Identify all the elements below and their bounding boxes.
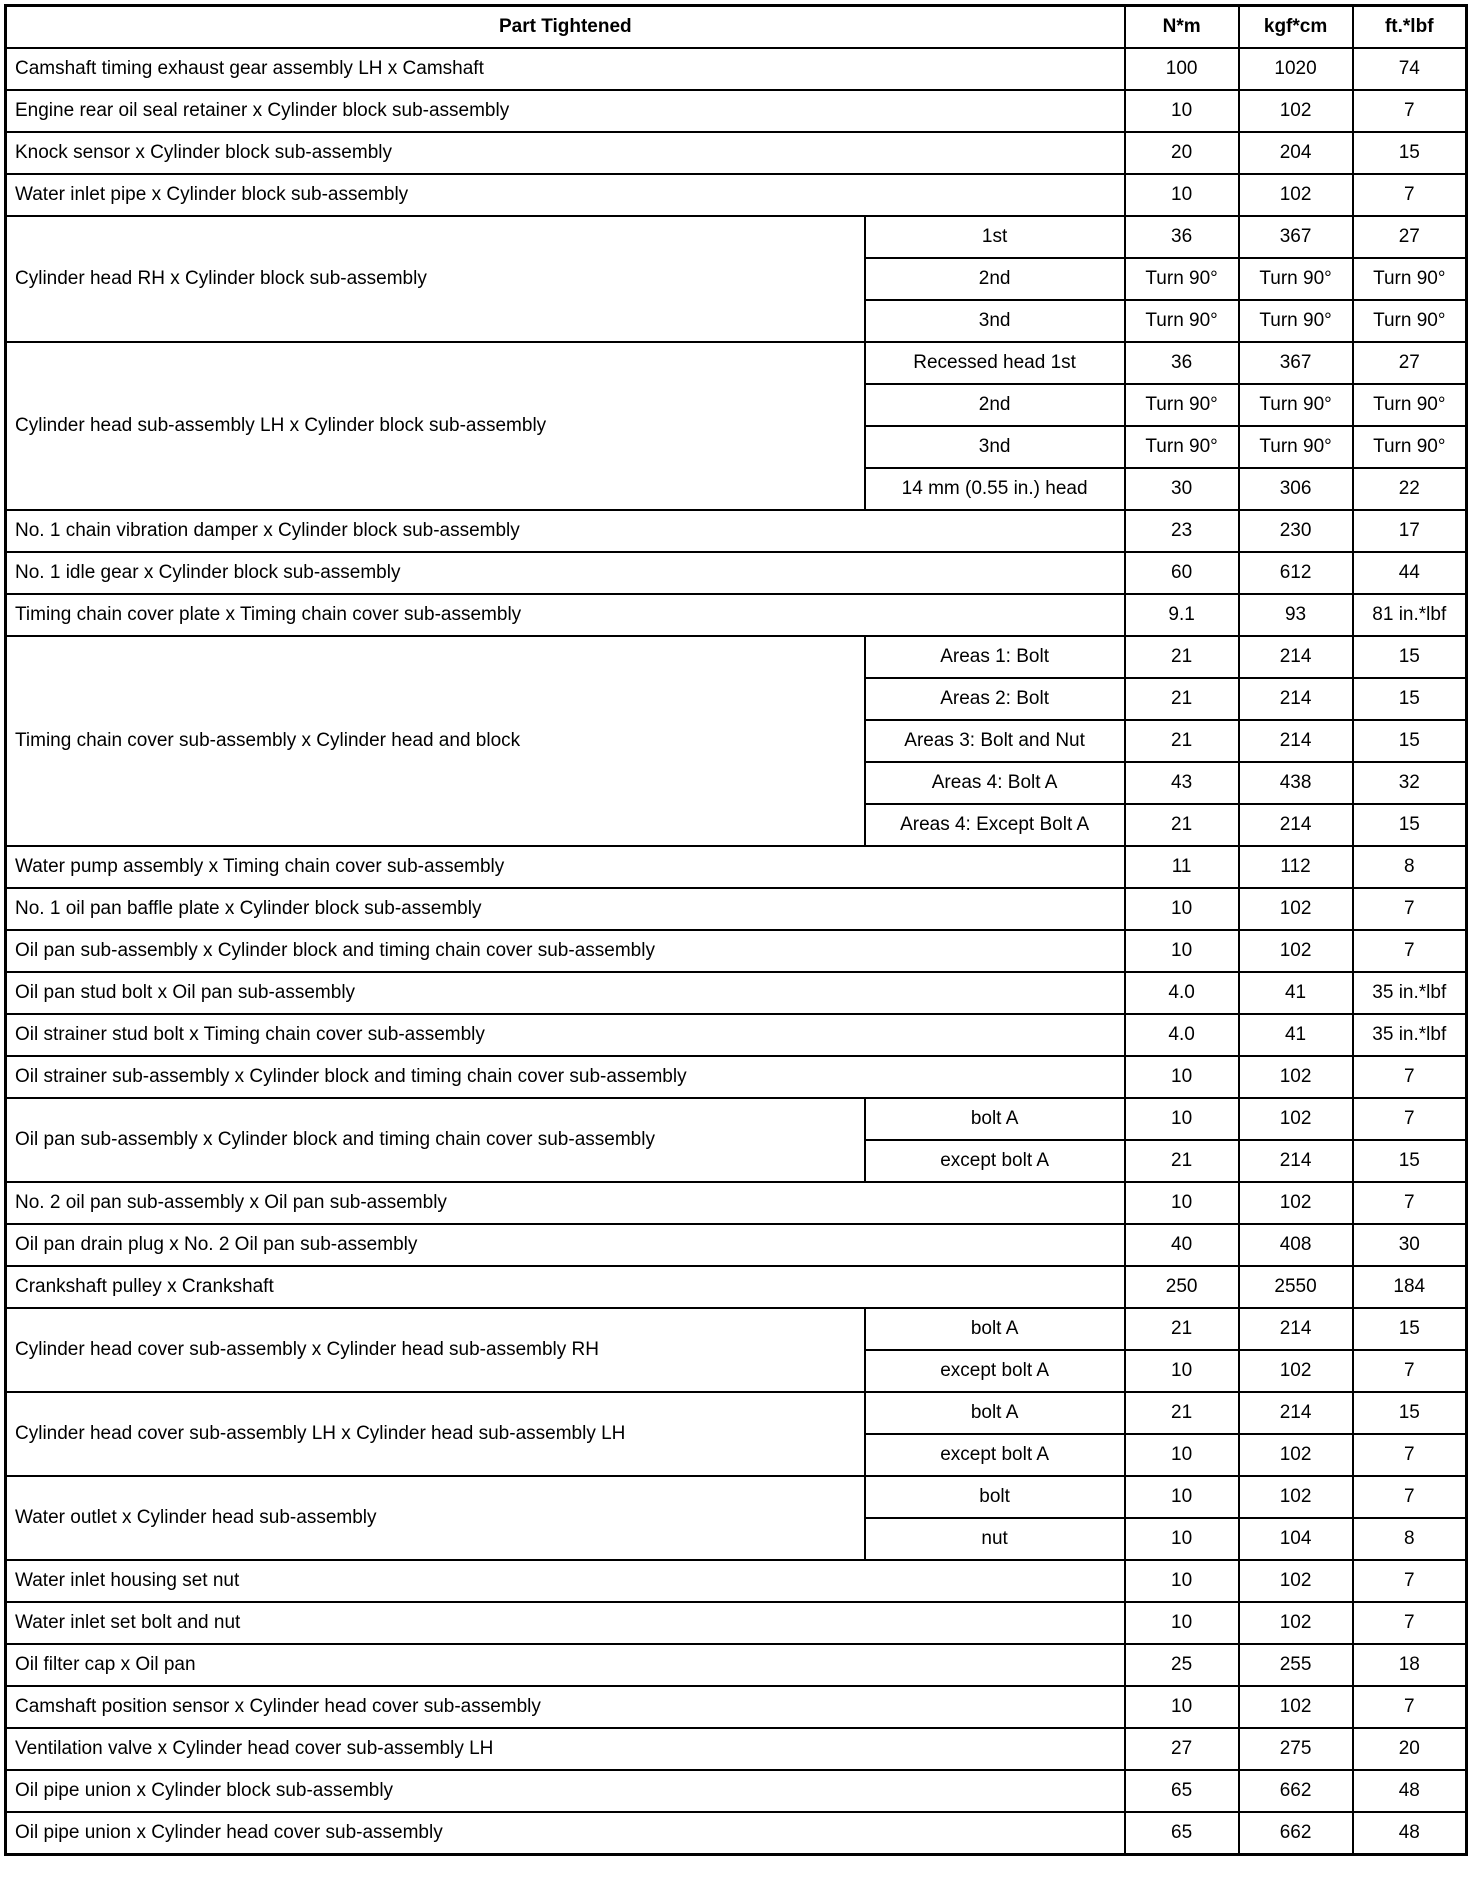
sub-part-cell: 3nd — [865, 426, 1125, 468]
torque-table-body — [6, 48, 1467, 1855]
torque-kgfcm-cell: 255 — [1239, 1644, 1353, 1686]
torque-ftlbf-cell: 7 — [1353, 888, 1467, 930]
torque-nm-cell: 10 — [1125, 1560, 1239, 1602]
part-name-cell: Oil pipe union x Cylinder head cover sub-assembly — [6, 1812, 1125, 1855]
torque-ftlbf-cell: 7 — [1353, 1686, 1467, 1728]
part-name-cell: Oil pan stud bolt x Oil pan sub-assembly — [6, 972, 1125, 1014]
torque-ftlbf-cell: 15 — [1353, 678, 1467, 720]
part-name-cell: Oil pan sub-assembly x Cylinder block and timing chain cover sub-assembly — [6, 930, 1125, 972]
torque-nm-cell: 10 — [1125, 1056, 1239, 1098]
torque-ftlbf-cell: 7 — [1353, 174, 1467, 216]
table-row — [6, 174, 1467, 216]
torque-kgfcm-cell: 93 — [1239, 594, 1353, 636]
column-header-part-tightened: Part Tightened — [6, 6, 1125, 49]
table-row — [6, 1014, 1467, 1056]
torque-ftlbf-cell: 15 — [1353, 636, 1467, 678]
torque-nm-cell: 21 — [1125, 720, 1239, 762]
torque-nm-cell: 11 — [1125, 846, 1239, 888]
header-row — [6, 6, 1467, 49]
torque-nm-cell: 10 — [1125, 1476, 1239, 1518]
table-row — [6, 1812, 1467, 1855]
table-row — [6, 1476, 1467, 1518]
sub-part-cell: 14 mm (0.55 in.) head — [865, 468, 1125, 510]
torque-ftlbf-cell: 8 — [1353, 1518, 1467, 1560]
torque-nm-cell: Turn 90° — [1125, 300, 1239, 342]
part-name-cell: Oil strainer stud bolt x Timing chain cover sub-assembly — [6, 1014, 1125, 1056]
part-name-cell: Cylinder head sub-assembly LH x Cylinder block sub-assembly — [6, 342, 865, 510]
table-row — [6, 552, 1467, 594]
sub-part-cell: except bolt A — [865, 1140, 1125, 1182]
sub-part-cell: 3nd — [865, 300, 1125, 342]
torque-ftlbf-cell: 27 — [1353, 342, 1467, 384]
torque-ftlbf-cell: 7 — [1353, 90, 1467, 132]
torque-kgfcm-cell: Turn 90° — [1239, 258, 1353, 300]
table-row — [6, 1770, 1467, 1812]
torque-kgfcm-cell: 306 — [1239, 468, 1353, 510]
torque-kgfcm-cell: Turn 90° — [1239, 384, 1353, 426]
column-header-kgfcm: kgf*cm — [1239, 6, 1353, 49]
torque-ftlbf-cell: 15 — [1353, 132, 1467, 174]
table-row — [6, 132, 1467, 174]
torque-kgfcm-cell: 102 — [1239, 1098, 1353, 1140]
column-header-nm: N*m — [1125, 6, 1239, 49]
part-name-cell: Oil pipe union x Cylinder block sub-assembly — [6, 1770, 1125, 1812]
part-name-cell: Crankshaft pulley x Crankshaft — [6, 1266, 1125, 1308]
torque-nm-cell: 21 — [1125, 1392, 1239, 1434]
torque-kgfcm-cell: 214 — [1239, 1140, 1353, 1182]
column-header-ftlbf: ft.*lbf — [1353, 6, 1467, 49]
torque-ftlbf-cell: 48 — [1353, 1812, 1467, 1855]
torque-ftlbf-cell: 22 — [1353, 468, 1467, 510]
table-row — [6, 1686, 1467, 1728]
torque-ftlbf-cell: 20 — [1353, 1728, 1467, 1770]
torque-kgfcm-cell: 102 — [1239, 90, 1353, 132]
table-row — [6, 1308, 1467, 1350]
torque-ftlbf-cell: Turn 90° — [1353, 300, 1467, 342]
sub-part-cell: 2nd — [865, 258, 1125, 300]
table-row — [6, 1602, 1467, 1644]
torque-kgfcm-cell: 102 — [1239, 1182, 1353, 1224]
torque-ftlbf-cell: 35 in.*lbf — [1353, 972, 1467, 1014]
torque-nm-cell: 250 — [1125, 1266, 1239, 1308]
part-name-cell: Timing chain cover plate x Timing chain cover sub-assembly — [6, 594, 1125, 636]
torque-kgfcm-cell: 41 — [1239, 1014, 1353, 1056]
torque-nm-cell: Turn 90° — [1125, 426, 1239, 468]
torque-kgfcm-cell: 102 — [1239, 1686, 1353, 1728]
sub-part-cell: bolt A — [865, 1308, 1125, 1350]
part-name-cell: Oil strainer sub-assembly x Cylinder block and timing chain cover sub-assembly — [6, 1056, 1125, 1098]
torque-nm-cell: 21 — [1125, 1308, 1239, 1350]
torque-kgfcm-cell: 612 — [1239, 552, 1353, 594]
torque-nm-cell: 20 — [1125, 132, 1239, 174]
torque-kgfcm-cell: 408 — [1239, 1224, 1353, 1266]
torque-ftlbf-cell: 15 — [1353, 720, 1467, 762]
part-name-cell: Oil pan drain plug x No. 2 Oil pan sub-assembly — [6, 1224, 1125, 1266]
torque-nm-cell: 30 — [1125, 468, 1239, 510]
torque-nm-cell: 60 — [1125, 552, 1239, 594]
torque-ftlbf-cell: 8 — [1353, 846, 1467, 888]
part-name-cell: No. 1 chain vibration damper x Cylinder block sub-assembly — [6, 510, 1125, 552]
table-row — [6, 1182, 1467, 1224]
part-name-cell: Water inlet housing set nut — [6, 1560, 1125, 1602]
torque-ftlbf-cell: 7 — [1353, 1182, 1467, 1224]
torque-ftlbf-cell: Turn 90° — [1353, 426, 1467, 468]
torque-kgfcm-cell: 214 — [1239, 1392, 1353, 1434]
torque-spec-table — [4, 4, 1468, 1856]
sub-part-cell: bolt A — [865, 1392, 1125, 1434]
part-name-cell: Cylinder head cover sub-assembly LH x Cylinder head sub-assembly LH — [6, 1392, 865, 1476]
torque-ftlbf-cell: Turn 90° — [1353, 258, 1467, 300]
torque-ftlbf-cell: 48 — [1353, 1770, 1467, 1812]
torque-nm-cell: 36 — [1125, 216, 1239, 258]
part-name-cell: No. 2 oil pan sub-assembly x Oil pan sub-assembly — [6, 1182, 1125, 1224]
table-row — [6, 1392, 1467, 1434]
torque-kgfcm-cell: 367 — [1239, 216, 1353, 258]
torque-ftlbf-cell: 74 — [1353, 48, 1467, 90]
torque-ftlbf-cell: 15 — [1353, 1140, 1467, 1182]
torque-ftlbf-cell: 7 — [1353, 1602, 1467, 1644]
torque-kgfcm-cell: Turn 90° — [1239, 300, 1353, 342]
part-name-cell: Water inlet pipe x Cylinder block sub-assembly — [6, 174, 1125, 216]
torque-ftlbf-cell: 32 — [1353, 762, 1467, 804]
torque-kgfcm-cell: 662 — [1239, 1812, 1353, 1855]
torque-kgfcm-cell: 230 — [1239, 510, 1353, 552]
torque-kgfcm-cell: 204 — [1239, 132, 1353, 174]
sub-part-cell: Areas 4: Except Bolt A — [865, 804, 1125, 846]
part-name-cell: Water pump assembly x Timing chain cover sub-assembly — [6, 846, 1125, 888]
table-row — [6, 1098, 1467, 1140]
torque-nm-cell: 10 — [1125, 1098, 1239, 1140]
table-row — [6, 1728, 1467, 1770]
torque-ftlbf-cell: 35 in.*lbf — [1353, 1014, 1467, 1056]
torque-nm-cell: 10 — [1125, 1686, 1239, 1728]
torque-nm-cell: 36 — [1125, 342, 1239, 384]
torque-nm-cell: 10 — [1125, 1434, 1239, 1476]
part-name-cell: No. 1 idle gear x Cylinder block sub-assembly — [6, 552, 1125, 594]
part-name-cell: Ventilation valve x Cylinder head cover sub-assembly LH — [6, 1728, 1125, 1770]
sub-part-cell: 2nd — [865, 384, 1125, 426]
torque-nm-cell: Turn 90° — [1125, 258, 1239, 300]
torque-nm-cell: 23 — [1125, 510, 1239, 552]
table-row — [6, 846, 1467, 888]
torque-nm-cell: 21 — [1125, 1140, 1239, 1182]
torque-nm-cell: Turn 90° — [1125, 384, 1239, 426]
table-row — [6, 1560, 1467, 1602]
torque-kgfcm-cell: 2550 — [1239, 1266, 1353, 1308]
torque-nm-cell: 100 — [1125, 48, 1239, 90]
table-row — [6, 216, 1467, 258]
table-row — [6, 594, 1467, 636]
torque-ftlbf-cell: 7 — [1353, 1056, 1467, 1098]
torque-kgfcm-cell: 662 — [1239, 1770, 1353, 1812]
torque-nm-cell: 21 — [1125, 804, 1239, 846]
sub-part-cell: nut — [865, 1518, 1125, 1560]
sub-part-cell: Areas 4: Bolt A — [865, 762, 1125, 804]
torque-kgfcm-cell: 102 — [1239, 888, 1353, 930]
torque-kgfcm-cell: 438 — [1239, 762, 1353, 804]
table-row — [6, 1266, 1467, 1308]
torque-nm-cell: 4.0 — [1125, 972, 1239, 1014]
table-row — [6, 636, 1467, 678]
sub-part-cell: except bolt A — [865, 1434, 1125, 1476]
torque-nm-cell: 10 — [1125, 1182, 1239, 1224]
torque-ftlbf-cell: 30 — [1353, 1224, 1467, 1266]
table-row — [6, 510, 1467, 552]
torque-kgfcm-cell: 102 — [1239, 1056, 1353, 1098]
torque-nm-cell: 10 — [1125, 174, 1239, 216]
torque-nm-cell: 27 — [1125, 1728, 1239, 1770]
part-name-cell: No. 1 oil pan baffle plate x Cylinder block sub-assembly — [6, 888, 1125, 930]
torque-ftlbf-cell: 27 — [1353, 216, 1467, 258]
table-row — [6, 1056, 1467, 1098]
torque-nm-cell: 9.1 — [1125, 594, 1239, 636]
torque-ftlbf-cell: 15 — [1353, 804, 1467, 846]
torque-kgfcm-cell: 104 — [1239, 1518, 1353, 1560]
torque-kgfcm-cell: 102 — [1239, 1560, 1353, 1602]
torque-kgfcm-cell: 102 — [1239, 1350, 1353, 1392]
torque-kgfcm-cell: 102 — [1239, 174, 1353, 216]
torque-kgfcm-cell: 102 — [1239, 1602, 1353, 1644]
part-name-cell: Camshaft timing exhaust gear assembly LH x Camshaft — [6, 48, 1125, 90]
part-name-cell: Cylinder head RH x Cylinder block sub-assembly — [6, 216, 865, 342]
part-name-cell: Water outlet x Cylinder head sub-assembly — [6, 1476, 865, 1560]
torque-nm-cell: 40 — [1125, 1224, 1239, 1266]
torque-ftlbf-cell: 81 in.*lbf — [1353, 594, 1467, 636]
torque-ftlbf-cell: 15 — [1353, 1308, 1467, 1350]
sub-part-cell: Areas 2: Bolt — [865, 678, 1125, 720]
torque-ftlbf-cell: 18 — [1353, 1644, 1467, 1686]
torque-nm-cell: 65 — [1125, 1770, 1239, 1812]
torque-ftlbf-cell: 44 — [1353, 552, 1467, 594]
torque-kgfcm-cell: 214 — [1239, 678, 1353, 720]
torque-ftlbf-cell: 7 — [1353, 1560, 1467, 1602]
torque-kgfcm-cell: 214 — [1239, 636, 1353, 678]
torque-nm-cell: 10 — [1125, 90, 1239, 132]
sub-part-cell: 1st — [865, 216, 1125, 258]
torque-nm-cell: 10 — [1125, 1350, 1239, 1392]
torque-kgfcm-cell: 102 — [1239, 930, 1353, 972]
torque-nm-cell: 65 — [1125, 1812, 1239, 1855]
part-name-cell: Oil filter cap x Oil pan — [6, 1644, 1125, 1686]
torque-ftlbf-cell: 17 — [1353, 510, 1467, 552]
sub-part-cell: except bolt A — [865, 1350, 1125, 1392]
torque-ftlbf-cell: Turn 90° — [1353, 384, 1467, 426]
torque-ftlbf-cell: 184 — [1353, 1266, 1467, 1308]
sub-part-cell: Recessed head 1st — [865, 342, 1125, 384]
part-name-cell: Engine rear oil seal retainer x Cylinder block sub-assembly — [6, 90, 1125, 132]
part-name-cell: Timing chain cover sub-assembly x Cylinder head and block — [6, 636, 865, 846]
sub-part-cell: Areas 3: Bolt and Nut — [865, 720, 1125, 762]
sub-part-cell: bolt A — [865, 1098, 1125, 1140]
part-name-cell: Camshaft position sensor x Cylinder head cover sub-assembly — [6, 1686, 1125, 1728]
torque-nm-cell: 43 — [1125, 762, 1239, 804]
torque-kgfcm-cell: Turn 90° — [1239, 426, 1353, 468]
torque-nm-cell: 21 — [1125, 636, 1239, 678]
torque-kgfcm-cell: 102 — [1239, 1434, 1353, 1476]
torque-kgfcm-cell: 214 — [1239, 804, 1353, 846]
part-name-cell: Oil pan sub-assembly x Cylinder block and timing chain cover sub-assembly — [6, 1098, 865, 1182]
part-name-cell: Water inlet set bolt and nut — [6, 1602, 1125, 1644]
torque-kgfcm-cell: 214 — [1239, 1308, 1353, 1350]
torque-kgfcm-cell: 214 — [1239, 720, 1353, 762]
torque-kgfcm-cell: 275 — [1239, 1728, 1353, 1770]
torque-ftlbf-cell: 7 — [1353, 1434, 1467, 1476]
torque-ftlbf-cell: 7 — [1353, 930, 1467, 972]
part-name-cell: Knock sensor x Cylinder block sub-assembly — [6, 132, 1125, 174]
torque-nm-cell: 10 — [1125, 930, 1239, 972]
torque-kgfcm-cell: 1020 — [1239, 48, 1353, 90]
torque-kgfcm-cell: 102 — [1239, 1476, 1353, 1518]
table-row — [6, 342, 1467, 384]
torque-ftlbf-cell: 7 — [1353, 1476, 1467, 1518]
torque-nm-cell: 4.0 — [1125, 1014, 1239, 1056]
table-row — [6, 48, 1467, 90]
torque-ftlbf-cell: 7 — [1353, 1098, 1467, 1140]
part-name-cell: Cylinder head cover sub-assembly x Cylinder head sub-assembly RH — [6, 1308, 865, 1392]
table-row — [6, 888, 1467, 930]
table-row — [6, 930, 1467, 972]
torque-ftlbf-cell: 15 — [1353, 1392, 1467, 1434]
torque-nm-cell: 21 — [1125, 678, 1239, 720]
torque-ftlbf-cell: 7 — [1353, 1350, 1467, 1392]
torque-nm-cell: 10 — [1125, 1602, 1239, 1644]
table-row — [6, 90, 1467, 132]
torque-nm-cell: 10 — [1125, 1518, 1239, 1560]
torque-nm-cell: 10 — [1125, 888, 1239, 930]
table-row — [6, 972, 1467, 1014]
sub-part-cell: Areas 1: Bolt — [865, 636, 1125, 678]
table-row — [6, 1224, 1467, 1266]
torque-kgfcm-cell: 367 — [1239, 342, 1353, 384]
torque-nm-cell: 25 — [1125, 1644, 1239, 1686]
torque-kgfcm-cell: 112 — [1239, 846, 1353, 888]
sub-part-cell: bolt — [865, 1476, 1125, 1518]
table-row — [6, 1644, 1467, 1686]
torque-kgfcm-cell: 41 — [1239, 972, 1353, 1014]
